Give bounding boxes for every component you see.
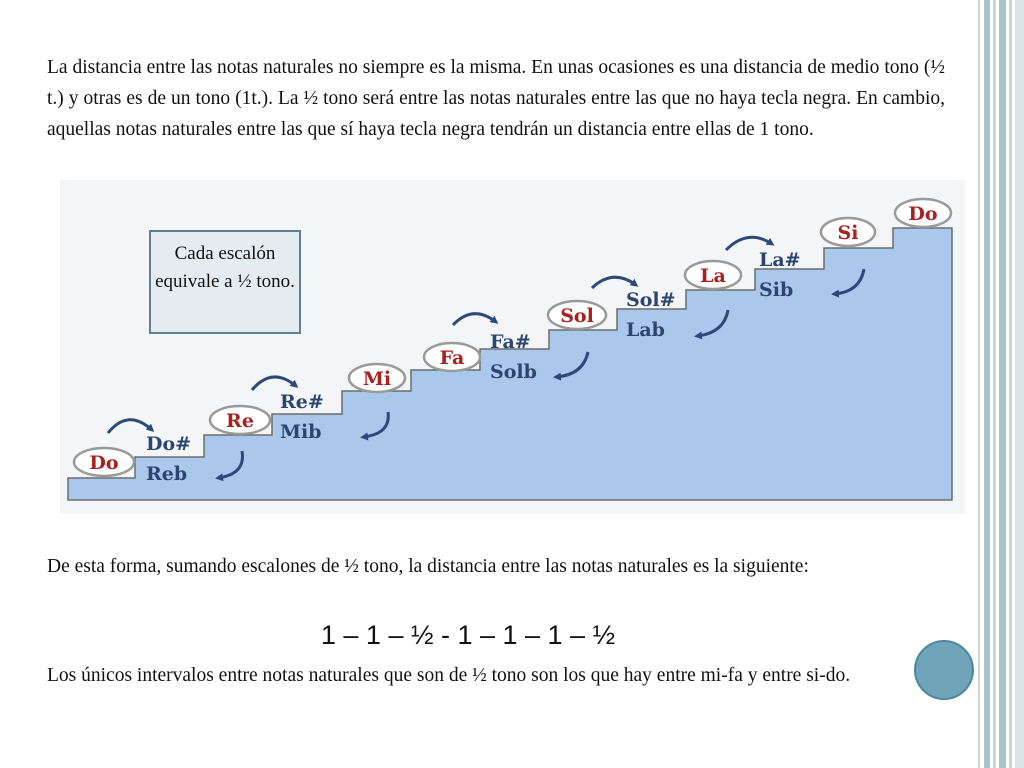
edge-rail <box>993 0 996 768</box>
note-re-sharp: Re# <box>280 391 324 413</box>
conclusion-paragraph: Los únicos intervalos entre notas naturales que son de ½ tono son los que hay entre mi-fa y entre si-do. <box>47 665 851 686</box>
note-re-flat: Reb <box>146 463 188 485</box>
note-si-flat: Sib <box>759 279 794 301</box>
note-la <box>685 261 741 289</box>
note-mi-flat: Mib <box>280 421 322 443</box>
note-fa <box>424 343 480 371</box>
note-re <box>210 406 270 434</box>
svg-text:Fa: Fa <box>439 347 465 369</box>
note-sol <box>548 301 606 329</box>
edge-rail <box>978 0 980 768</box>
interval-formula: 1 – 1 – ½ - 1 – 1 – 1 – ½ <box>320 620 616 650</box>
svg-text:Do: Do <box>908 203 938 225</box>
edge-rail <box>1015 0 1024 768</box>
svg-text:Si: Si <box>837 222 859 244</box>
edge-rail <box>1009 0 1012 768</box>
note-la-sharp: La# <box>759 249 801 271</box>
note-si <box>821 218 875 246</box>
note-sol-sharp: Sol# <box>626 289 676 311</box>
note-la-flat: Lab <box>626 319 665 341</box>
callout-box: Cada escalón equivale a ½ tono. <box>149 230 301 334</box>
sum-paragraph: De esta forma, sumando escalones de ½ tono, la distancia entre las notas naturales es la siguiente: <box>47 556 809 577</box>
edge-rail <box>984 0 990 768</box>
note-do-sharp: Do# <box>146 433 192 455</box>
intro-paragraph: La distancia entre las notas naturales no siempre es la misma. En unas ocasiones es una distancia de medio tono (½ t.) y otras es de un tono (1t.). La ½ tono será entre las notas naturales entre las que no haya tecla negra. En cambio, aquellas notas naturales entre las que sí haya tecla negra tendrán un distancia entre ellas de 1 tono. <box>47 57 945 140</box>
edge-rail <box>999 0 1006 768</box>
note-do-low <box>74 448 134 476</box>
svg-text:Mi: Mi <box>362 368 392 390</box>
note-do-high <box>895 199 951 227</box>
svg-text:La: La <box>700 265 726 287</box>
decorative-circle <box>914 640 974 700</box>
svg-text:Do: Do <box>89 452 119 474</box>
note-mi <box>349 364 405 392</box>
svg-text:Sol: Sol <box>560 305 594 327</box>
note-sol-flat: Solb <box>490 361 537 383</box>
svg-text:Re: Re <box>226 410 254 432</box>
note-fa-sharp: Fa# <box>490 331 531 353</box>
